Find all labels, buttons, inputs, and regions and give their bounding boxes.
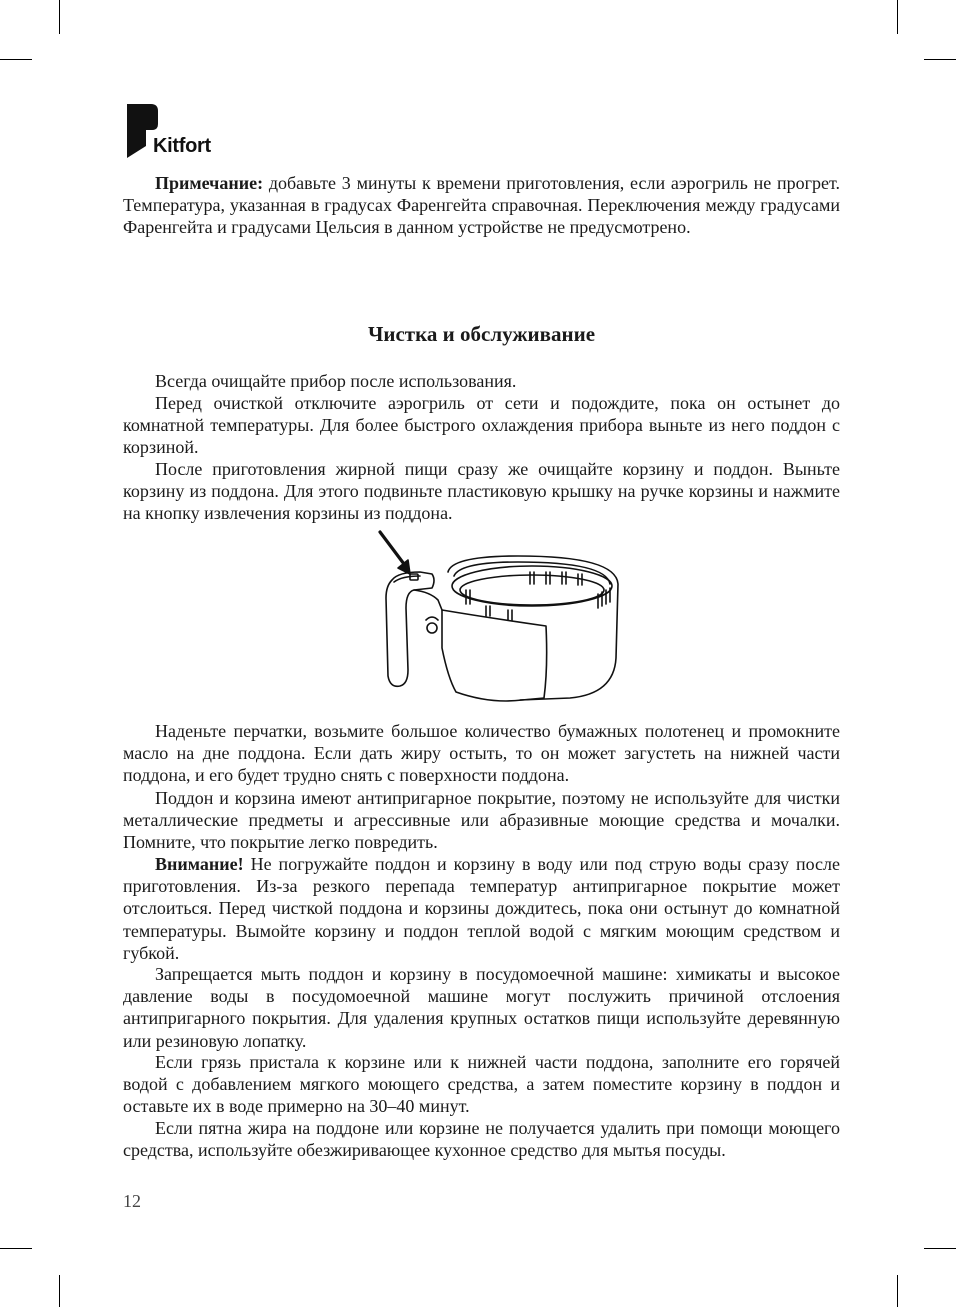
warning-text: Не погружайте поддон и корзину в воду или под струю воды сразу после приготовления. Из-за резкого перепада температур антипригарное покрытие может отслоиться. Перед чисткой поддона и корзины дождитесь, пока они остынут до комнатной температуры. Вымойте корзину и поддон теплой водой с мягким моющим средством и губкой. — [123, 854, 840, 963]
crop-mark — [59, 0, 60, 34]
cleaning-paragraph: Если грязь пристала к корзине или к нижней части поддона, заполните его горячей водой с добавлением мягкого моющего средства, а затем поместите корзину в поддон и оставьте их в воде примерно на 30–40 минут. — [123, 1052, 840, 1117]
warning-paragraph — [123, 853, 840, 964]
brand-name: Kitfort — [153, 135, 211, 157]
crop-mark — [897, 0, 898, 34]
crop-mark — [924, 59, 956, 60]
page-number: 12 — [123, 1191, 141, 1211]
cleaning-paragraph: Поддон и корзина имеют антипригарное покрытие, поэтому не используйте для чистки металлические предметы и агрессивные или абразивные моющие средства и мочалки. Помните, что покрытие легко повредить. — [123, 788, 840, 853]
warning-label: Внимание! — [155, 854, 244, 874]
cleaning-paragraph: Запрещается мыть поддон и корзину в посудомоечной машине: химикаты и высокое давление воды в посудомоечной машине могут послужить причиной отслоения антипригарного покрытия. Для удаления крупных остатков пищи используйте деревянную или резиновую лопатку. — [123, 964, 840, 1051]
crop-mark — [897, 1275, 898, 1307]
cleaning-paragraph: Если пятна жира на поддоне или корзине не получается удалить при помощи моющего средства, используйте обезжиривающее кухонное средство для мытья посуды. — [123, 1118, 840, 1161]
crop-mark — [0, 1248, 32, 1249]
note-text: добавьте 3 минуты к времени приготовления, если аэрогриль не прогрет. Температура, указанная в градусах Фаренгейта справочная. Переключения между градусами Фаренгейта и градусами Цельсия в данном устройстве не предусмотрено. — [123, 173, 840, 238]
section-title: Чистка и обслуживание — [367, 322, 596, 346]
crop-mark — [0, 59, 32, 60]
intro-paragraph: После приготовления жирной пищи сразу же очищайте корзину и поддон. Выньте корзину из поддона. Для этого подвиньте пластиковую крышку на ручке корзины и нажмите на кнопку извлечения корзины из поддона. — [123, 459, 840, 524]
arrow-icon — [380, 532, 404, 564]
basket-removal-illustration — [370, 528, 630, 718]
intro-paragraph: Перед очисткой отключите аэрогриль от сети и подождите, пока он остынет до комнатной температуры. Для более быстрого охлаждения прибора выньте из него поддон с корзиной. — [123, 393, 840, 458]
crop-mark — [924, 1248, 956, 1249]
intro-paragraph: Всегда очищайте прибор после использования. — [155, 371, 517, 391]
crop-mark — [59, 1275, 60, 1307]
cleaning-paragraph: Наденьте перчатки, возьмите большое количество бумажных полотенец и промокните масло на дне поддона. Если дать жиру остыть, то он может загустеть на нижней части поддона, и его будет трудно снять с поверхности поддона. — [123, 721, 840, 786]
note-paragraph — [123, 172, 840, 239]
note-label: Примечание: — [155, 173, 264, 193]
